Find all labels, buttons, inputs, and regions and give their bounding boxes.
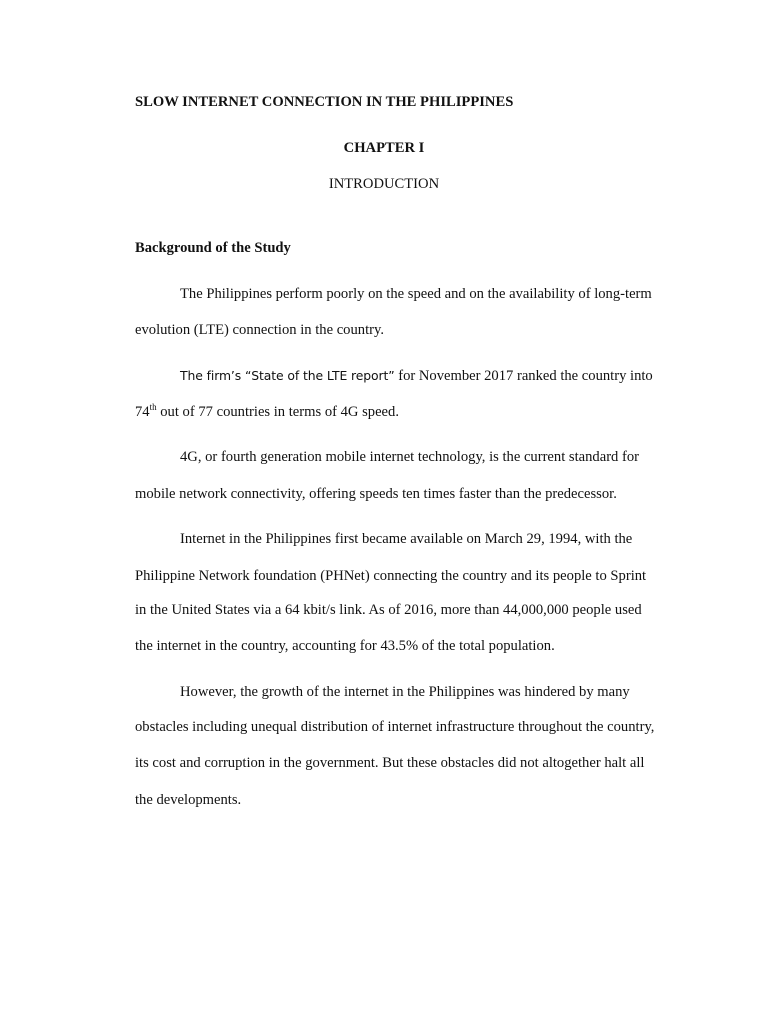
paragraph-5-line-4: the developments. [135,792,242,808]
document-title: SLOW INTERNET CONNECTION IN THE PHILIPPINES [135,94,514,110]
chapter-heading: CHAPTER I [343,140,425,156]
paragraph-1-line-1: The Philippines perform poorly on the speed and on the availability of long-term [180,286,652,302]
paragraph-1-line-2: evolution (LTE) connection in the country. [135,322,384,338]
paragraph-4-line-2: Philippine Network foundation (PHNet) connecting the country and its people to Sprint [135,568,647,584]
paragraph-5-line-2: obstacles including unequal distribution of internet infrastructure throughout the country, [135,719,655,735]
paragraph-2-line-2-rest: out of 77 countries in terms of 4G speed. [156,404,399,420]
paragraph-3-line-2: mobile network connectivity, offering speeds ten times faster than the predecessor. [135,486,617,502]
paragraph-3-line-1: 4G, or fourth generation mobile internet technology, is the current standard for [180,449,640,465]
paragraph-2-line-1-rest: for November 2017 ranked the country into [394,368,653,384]
rank-number: 74 [135,404,150,420]
paragraph-4-line-3: in the United States via a 64 kbit/s link. As of 2016, more than 44,000,000 people used [135,602,642,618]
paragraph-4-line-4: the internet in the country, accounting for 43.5% of the total population. [135,638,555,654]
paragraph-4-line-1: Internet in the Philippines first became available on March 29, 1994, with the [180,531,633,547]
rank-ordinal-suffix: th [149,402,157,412]
section-heading: Background of the Study [135,240,291,256]
paragraph-2-line-2 [135,403,399,421]
paragraph-5-line-3: its cost and corruption in the government. But these obstacles did not altogether halt all [135,755,645,771]
report-name-fragment: The firm’s “State of the LTE report” [180,368,395,383]
paragraph-2-line-1 [180,367,653,385]
paragraph-5-line-1: However, the growth of the internet in the Philippines was hindered by many [180,684,630,700]
chapter-subtitle: INTRODUCTION [328,176,440,192]
